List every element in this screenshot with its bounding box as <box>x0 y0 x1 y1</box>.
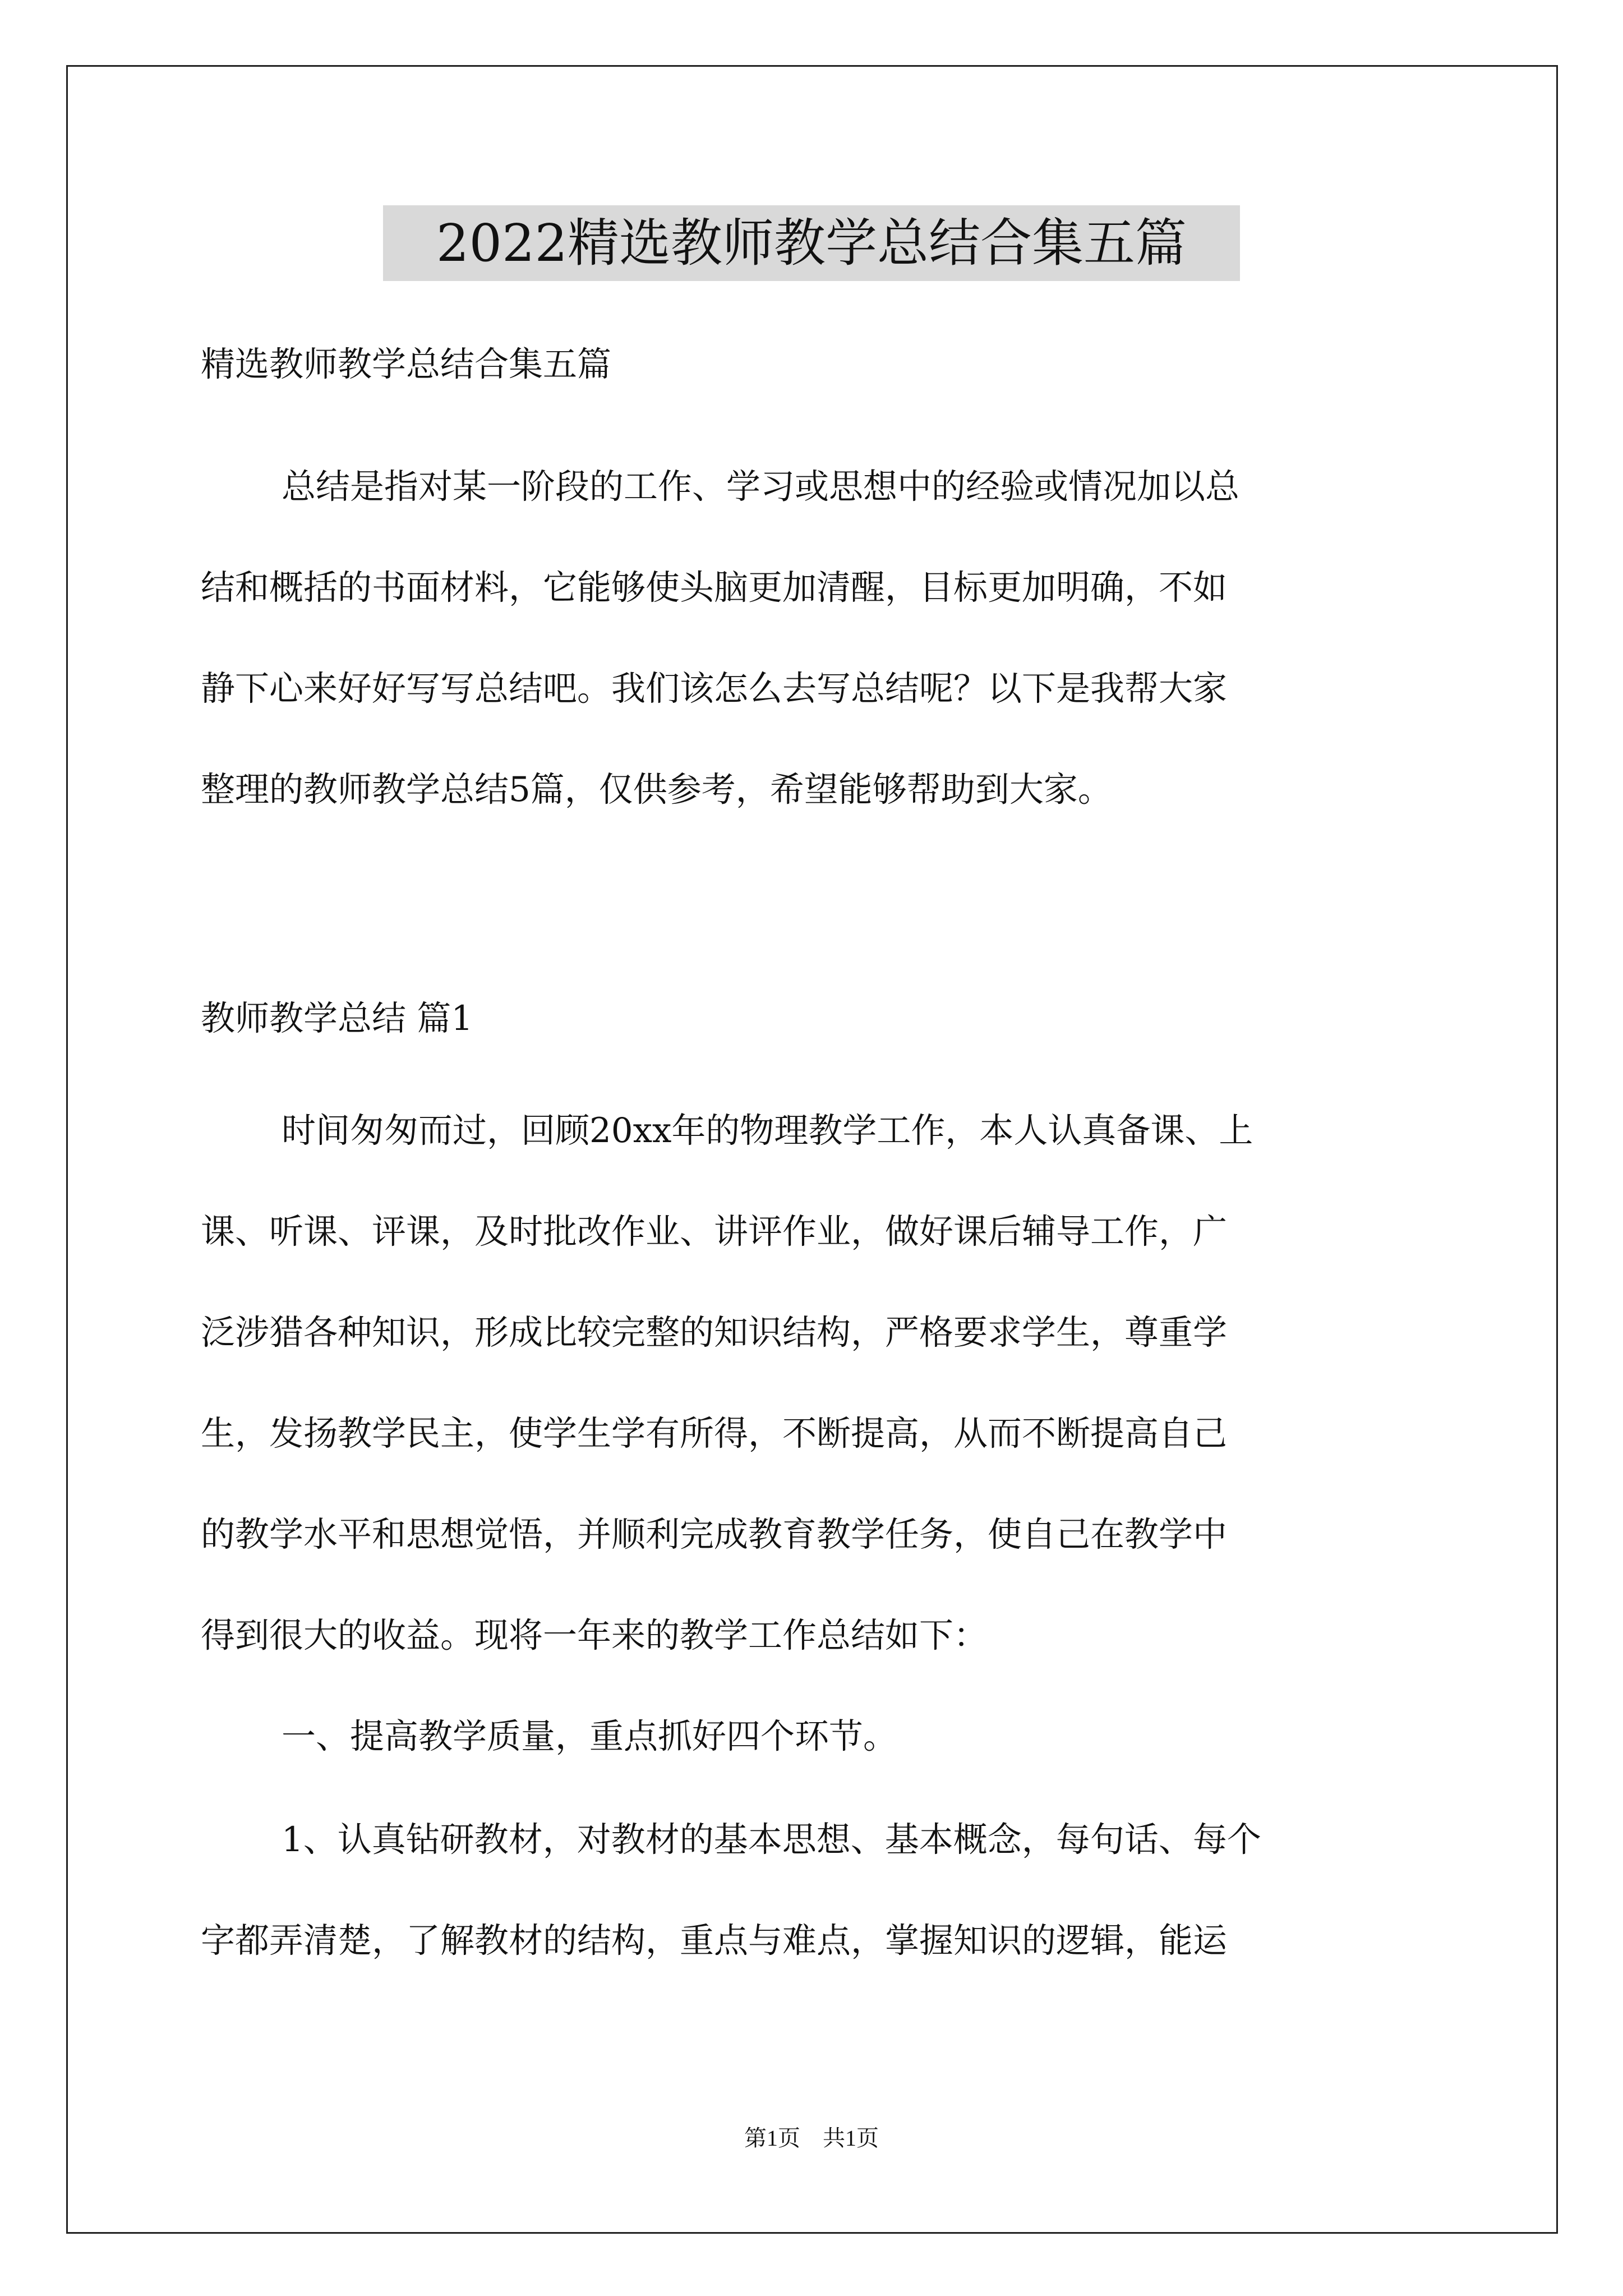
document-title: 2022精选教师教学总结合集五篇 <box>383 205 1240 281</box>
point-paragraph <box>201 1789 1435 1991</box>
page-footer: 第1页 共1页 <box>744 2125 879 2151</box>
intro-paragraph <box>201 436 1435 840</box>
section-paragraph <box>201 1080 1435 1686</box>
point-line: 字都弄清楚，了解教材的结构，重点与难点，掌握知识的逻辑，能运 <box>201 1921 1228 1961</box>
section-line: 泛涉猎各种知识，形成比较完整的知识结构，严格要求学生，尊重学 <box>201 1313 1228 1352</box>
section-line: 的教学水平和思想觉悟，并顺利完成教育教学任务，使自己在教学中 <box>201 1515 1228 1554</box>
section-line: 得到很大的收益。现将一年来的教学工作总结如下： <box>201 1616 988 1655</box>
point-line: 1、认真钻研教材，对教材的基本思想、基本概念，每句话、每个 <box>282 1820 1261 1860</box>
intro-line: 结和概括的书面材料，它能够使头脑更加清醒，目标更加明确，不如 <box>201 568 1228 608</box>
intro-line: 静下心来好好写写总结吧。我们该怎么去写总结呢？以下是我帮大家 <box>201 669 1228 708</box>
point-heading <box>201 1686 1435 1787</box>
section-heading-text: 教师教学总结 篇1 <box>201 999 473 1038</box>
document-subtitle <box>201 314 1435 415</box>
section-line: 课、听课、评课，及时批改作业、讲评作业，做好课后辅导工作，广 <box>201 1212 1228 1251</box>
intro-line: 整理的教师教学总结5篇，仅供参考，希望能够帮助到大家。 <box>201 770 1112 809</box>
subtitle-line: 精选教师教学总结合集五篇 <box>201 344 612 384</box>
intro-line: 总结是指对某一阶段的工作、学习或思想中的经验或情况加以总 <box>282 467 1240 507</box>
section-heading <box>201 968 1435 1069</box>
section-line: 生，发扬教学民主，使学生学有所得，不断提高，从而不断提高自己 <box>201 1414 1228 1453</box>
section-line: 时间匆匆而过，回顾20xx年的物理教学工作，本人认真备课、上 <box>282 1111 1253 1151</box>
point-heading-text: 一、提高教学质量，重点抓好四个环节。 <box>282 1717 898 1756</box>
